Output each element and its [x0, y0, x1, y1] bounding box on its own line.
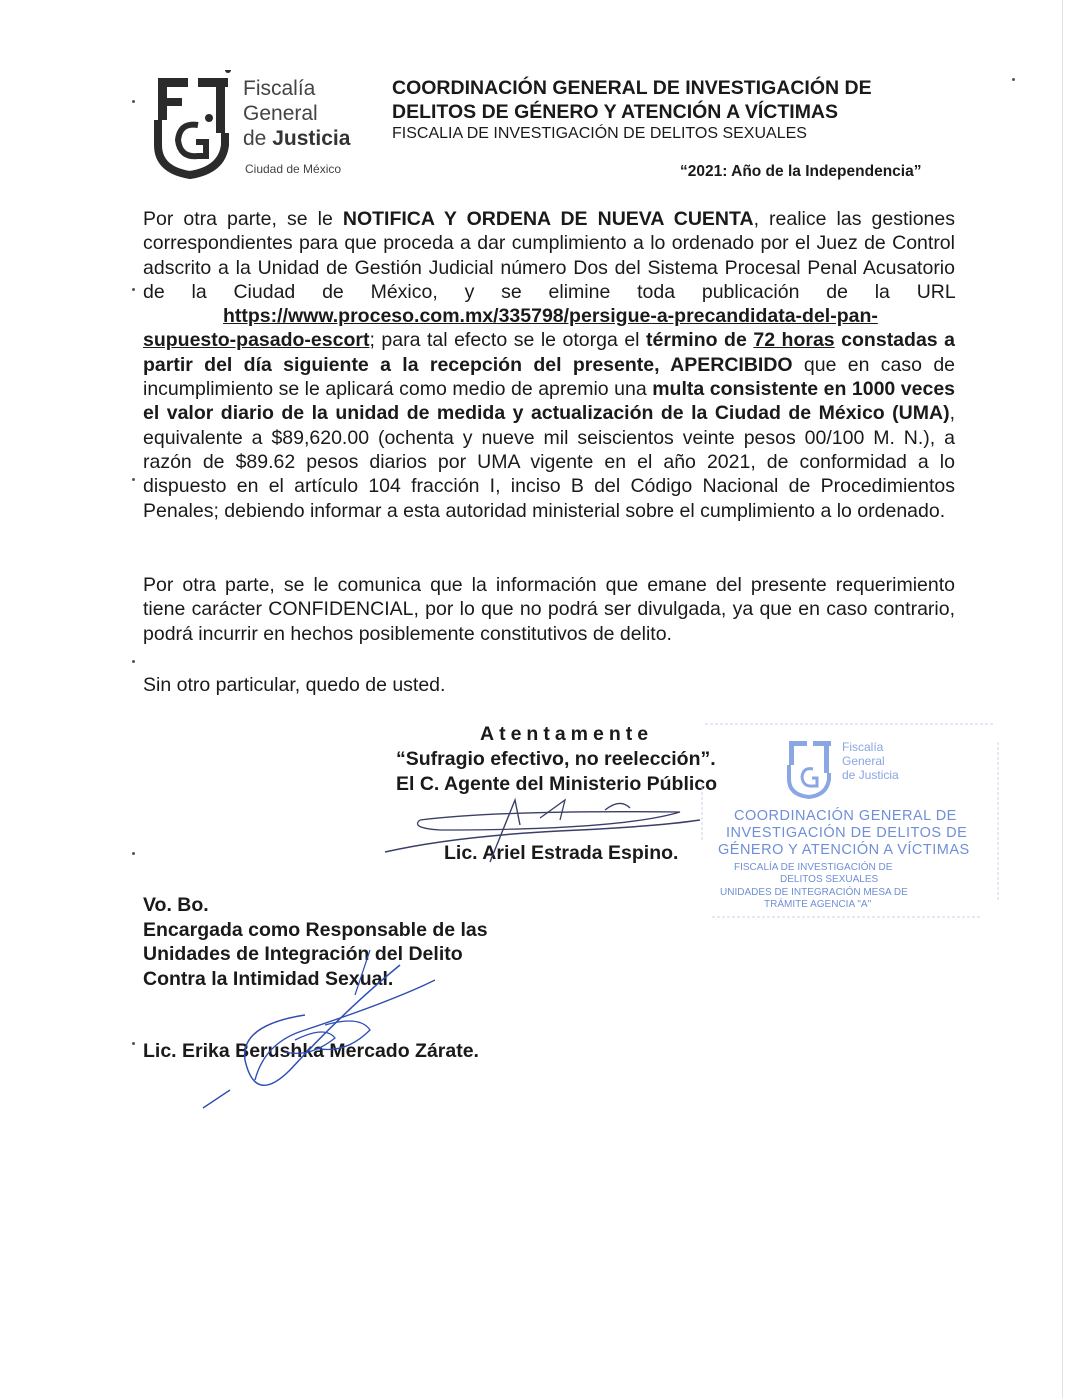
p1-bold-1: NOTIFICA Y ORDENA DE NUEVA CUENTA: [342, 208, 754, 230]
scan-edge: [1062, 0, 1063, 1398]
scan-speck: [132, 660, 135, 663]
stamp-logo-line-1: Fiscalía: [842, 740, 884, 754]
fgj-emblem-icon: [150, 70, 240, 180]
stamp-logo-line-2: General: [842, 754, 885, 768]
p1-bold-hours: 72 horas: [753, 329, 835, 352]
header-line-1: COORDINACIÓN GENERAL DE INVESTIGACIÓN DE: [392, 77, 872, 99]
header-line-3: FISCALIA DE INVESTIGACIÓN DE DELITOS SEXUALES: [392, 125, 807, 142]
vobo-line-2: Encargada como Responsable de las: [143, 918, 488, 941]
official-stamp: [700, 722, 1000, 922]
p1-text-3: ; para tal efecto se le otorga el: [369, 329, 647, 352]
letterhead: [392, 76, 1012, 144]
signer-name: Lic. Ariel Estrada Espino.: [444, 842, 679, 864]
vobo-line-3: Unidades de Integración del Delito: [143, 943, 463, 965]
stamp-line-2: INVESTIGACIÓN DE DELITOS DE: [726, 825, 968, 841]
logo-line-1: Fiscalía: [243, 77, 316, 100]
scan-speck: [132, 100, 135, 103]
stamp-line-3: GÉNERO Y ATENCIÓN A VÍCTIMAS: [718, 842, 970, 858]
stamp-small-1: FISCALÍA DE INVESTIGACIÓN DE: [734, 862, 893, 873]
logo-line-2: General: [243, 102, 318, 125]
paragraph-notification: [143, 207, 955, 523]
handwritten-signature-1: [380, 790, 710, 865]
scan-speck: [132, 852, 135, 855]
logo-city: Ciudad de México: [245, 162, 342, 176]
stamp-small-2: DELITOS SEXUALES: [780, 874, 879, 885]
vobo-title: Vo. Bo.: [143, 894, 209, 916]
scan-speck: [132, 1042, 135, 1045]
p1-bold-fine: multa consistente en 1000 veces el valor diario de la unidad de medida y actualización de la Ciudad de México (UMA): [143, 378, 956, 425]
paragraph-confidential: Por otra parte, se le comunica que la información que emane del presente requerimiento tiene carácter CONFIDENCIAL, por lo que no podrá ser divulgada, ya que en caso contrario, podrá incurrir en hechos posiblemente constitutivos de delito.: [143, 574, 955, 645]
signature-role: El C. Agente del Ministerio Público: [396, 773, 718, 795]
p1-bold-2: término de: [646, 329, 754, 352]
scan-speck: [132, 478, 135, 481]
p1-bold-3: constadas a partir del día siguiente a la recepción del presente, APERCIBIDO: [143, 329, 955, 376]
scan-speck: [132, 288, 135, 291]
p1-text-4: que en caso de incumplimiento se le aplicará como medio de apremio una: [143, 353, 956, 401]
vobo-line-4: Contra la Intimidad Sexual.: [143, 967, 394, 990]
handwritten-signature-2: [195, 930, 455, 1110]
scan-speck: [1012, 78, 1015, 81]
stamp-small-3: UNIDADES DE INTEGRACIÓN MESA DE: [720, 887, 908, 898]
logo-line-3-prefix: de: [243, 127, 273, 150]
p1-text-5: , equivalente a $89,620.00 (ochenta y nueve mil seiscientos veinte pesos 00/100 M. N.), a razón de $89.62 pesos diarios por UMA vigente en el año 2021, de conformidad a lo dispuesto en el artículo 104 fracción I, inciso B del Código Nacional de Procedimientos Penales; debiendo informar a esta autoridad ministerial sobre el cumplimiento a lo ordenado.: [143, 402, 955, 522]
p1-url-link[interactable]: https://www.proceso.com.mx/335798/persigue-a-precandidata-del-pan-supuesto-pasado-escort: [143, 305, 878, 352]
atentamente: Atentamente: [480, 723, 654, 745]
stamp-small-4: TRÁMITE AGENCIA "A": [764, 899, 872, 910]
stamp-border: [700, 722, 1000, 922]
signature-slogan: “Sufragio efectivo, no reelección”.: [396, 748, 716, 770]
stamp-logo-line-3: de Justicia: [842, 768, 899, 782]
fgj-logo: [150, 60, 365, 180]
header-line-2: DELITOS DE GÉNERO Y ATENCIÓN A VÍCTIMAS: [392, 101, 839, 123]
p1-text-1: Por otra parte, se le: [143, 208, 343, 230]
logo-line-3-bold: Justicia: [272, 127, 351, 150]
p1-text-2: , realice las gestiones correspondientes para que proceda a dar cumplimiento a lo ordenado por el Juez de Control adscrito a la Unidad de Gestión Judicial número Dos del Sistema Procesal Penal Acusatorio de la Ciudad de México, y se elimine toda publicación de la URL: [143, 208, 955, 303]
signature-block: [396, 722, 717, 797]
year-motto: “2021: Año de la Independencia”: [680, 163, 922, 180]
vobo-signer-name: Lic. Erika Berushka Mercado Zárate.: [143, 1040, 479, 1062]
stamp-line-1: COORDINACIÓN GENERAL DE: [734, 808, 957, 824]
paragraph-closing: Sin otro particular, quedo de usted.: [143, 674, 446, 696]
